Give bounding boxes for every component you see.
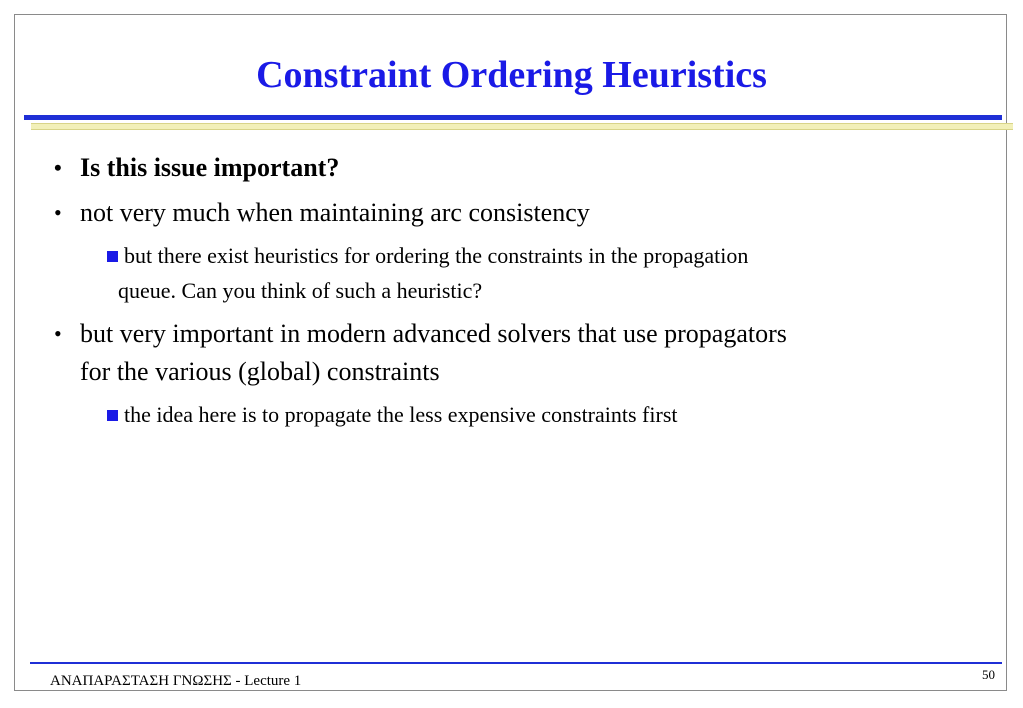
bullet-icon: • — [54, 200, 62, 225]
footer-rule — [30, 662, 1002, 664]
bullet-text: Is this issue important? — [80, 153, 340, 182]
bullet-item — [54, 195, 590, 231]
square-bullet-icon — [107, 410, 118, 421]
sub-bullet-item — [124, 240, 748, 272]
title-underline — [24, 115, 1002, 120]
bullet-icon: • — [54, 155, 62, 180]
title-highlight-bar — [31, 123, 1013, 130]
sub-bullet-text: the idea here is to propagate the less expensive constraints first — [124, 402, 678, 427]
sub-bullet-item — [124, 399, 678, 431]
bullet-item — [54, 316, 787, 352]
footer-course-title: ΑΝΑΠΑΡΑΣΤΑΣΗ ΓΝΩΣΗΣ - Lecture 1 — [50, 673, 302, 689]
square-bullet-icon — [107, 251, 118, 262]
bullet-text: not very much when maintaining arc consistency — [80, 198, 590, 227]
sub-bullet-text: queue. Can you think of such a heuristic? — [118, 278, 483, 303]
bullet-continuation — [80, 354, 440, 390]
slide-title: Constraint Ordering Heuristics — [256, 54, 767, 96]
sub-bullet-text: but there exist heuristics for ordering the constraints in the propagation — [124, 243, 749, 268]
bullet-icon: • — [54, 321, 62, 346]
sub-bullet-continuation — [118, 275, 482, 307]
bullet-text: but very important in modern advanced solvers that use propagators — [80, 319, 787, 348]
bullet-text: for the various (global) constraints — [80, 357, 440, 386]
bullet-item — [54, 150, 340, 186]
page-number: 50 — [982, 667, 995, 682]
